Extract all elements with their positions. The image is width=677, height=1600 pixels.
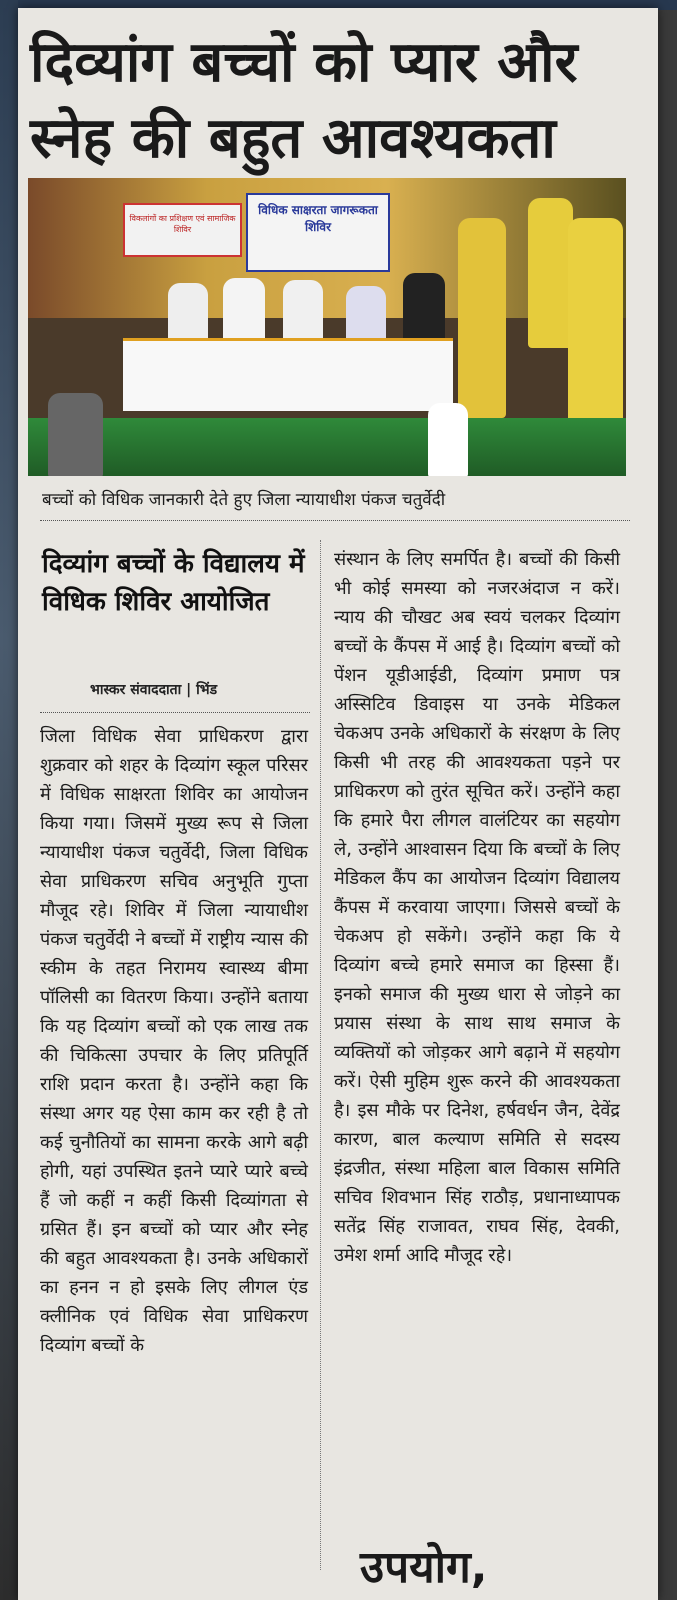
caption-divider [40, 520, 630, 521]
photo-person [283, 280, 323, 342]
subheadline: दिव्यांग बच्चों के विद्यालय में विधिक शिविर आयोजित [42, 549, 305, 617]
article-right-column: संस्थान के लिए समर्पित है। बच्चों की किसी भी कोई समस्या को नजरअंदाज न करें। न्याय की चौखट अब स्वयं चलकर दिव्यांग बच्चों के कैंपस में आई है। दिव्यांग बच्चों को पेंशन यूडीआईडी, दिव्यांग प्रमाण पत्र अस्सिटिव डिवाइस या उनके मेडिकल चेकअप उनके अधिकारों के संरक्षण के लिए किसी भी तरह की आवश्यकता पड़ने पर प्राधिकरण को तुरंत सूचित करें। उन्होंने कहा कि हमारे पैरा लीगल वालंटियर का सहयोग ले, उन्होंने आश्वासन दिया कि बच्चों के लिए मेडिकल कैंप का आयोजन दिव्यांग विद्यालय कैंपस में करवाया जाएगा। जिससे बच्चों के चेकअप हो सकेंगे। उन्होंने कहा कि ये दिव्यांग बच्चे हमारे समाज का हिस्सा हैं। इनको समाज की मुख्य धारा से जोड़ने का प्रयास संस्था के साथ साथ समाज के व्यक्तियों को जोड़कर आगे बढ़ाने में सहयोग करें। ऐसी मुहिम शुरू करने की आवश्यकता है। इस मौके पर दिनेश, हर्षवर्धन जैन, देवेंद्र कारण, बाल कल्याण समिति से सदस्य इंद्रजीत, संस्था महिला बाल विकास समिति सचिव शिवभान सिंह राठौड़, प्रधानाध्यापक सतेंद्र सिंह राजावत, राघव सिंह, देवकी, उमेश शर्मा आदि मौजूद रहे। [334, 549, 620, 1266]
photo-banner-right [246, 193, 390, 272]
photo-person [346, 286, 386, 344]
photo-person [48, 393, 103, 476]
photo-table [123, 338, 453, 411]
photo-person [428, 403, 468, 476]
photo-person [528, 198, 573, 348]
photo-person [403, 273, 445, 345]
headline: दिव्यांग बच्चों को प्यार और स्नेह की बहुत आवश्यकता [30, 30, 578, 171]
byline-divider [40, 712, 310, 713]
banner-right-text: विधिक साक्षरता जागरूकता शिविर [258, 203, 378, 234]
article-left-column: जिला विधिक सेवा प्राधिकरण द्वारा शुक्रवार को शहर के दिव्यांग स्कूल परिसर में विधिक साक्षरता शिविर का आयोजन किया गया। जिसमें मुख्य रूप से जिला न्यायाधीश पंकज चतुर्वेदी, जिला विधिक सेवा प्राधिकरण सचिव अनुभूति गुप्ता मौजूद रहे। शिविर में जिला न्यायाधीश पंकज चतुर्वेदी ने बच्चों में राष्ट्रीय न्यास की स्कीम के तहत निरामय स्वास्थ्य बीमा पॉलिसी का वितरण किया। उन्होंने बताया कि यह दिव्यांग बच्चों को एक लाख तक की चिकित्सा उपचार के लिए प्रतिपूर्ति राशि प्रदान करता है। उन्होंने कहा कि संस्था अगर यह ऐसा काम कर रही है तो कई चुनौतियों का सामना करके आगे बढ़ी होगी, यहां उपस्थित इतने प्यारे प्यारे बच्चे हैं जो कहीं न कहीं किसी दिव्यांगता से ग्रसित हैं। इन बच्चों को प्यार और स्नेह की बहुत आवश्यकता है। उनके अधिकारों का हनन न हो इसके लिए लीगल एंड क्लीनिक एवं विधिक सेवा प्राधिकरण दिव्यांग बच्चों के [40, 726, 308, 1356]
photo-banner-left [123, 203, 242, 257]
next-article-fragment: उपयोग, [360, 1542, 488, 1593]
column-divider [320, 540, 321, 1570]
event-photo [28, 178, 626, 476]
photo-person [458, 218, 506, 418]
photo-caption: बच्चों को विधिक जानकारी देते हुए जिला न्यायाधीश पंकज चतुर्वेदी [42, 490, 446, 510]
banner-left-text: विकलांगों का प्रशिक्षण एवं सामाजिक शिविर [129, 214, 236, 234]
byline: भास्कर संवाददाता | भिंड [90, 682, 218, 698]
photo-floor [28, 418, 626, 476]
photo-person [168, 283, 208, 343]
photo-person [223, 278, 265, 343]
